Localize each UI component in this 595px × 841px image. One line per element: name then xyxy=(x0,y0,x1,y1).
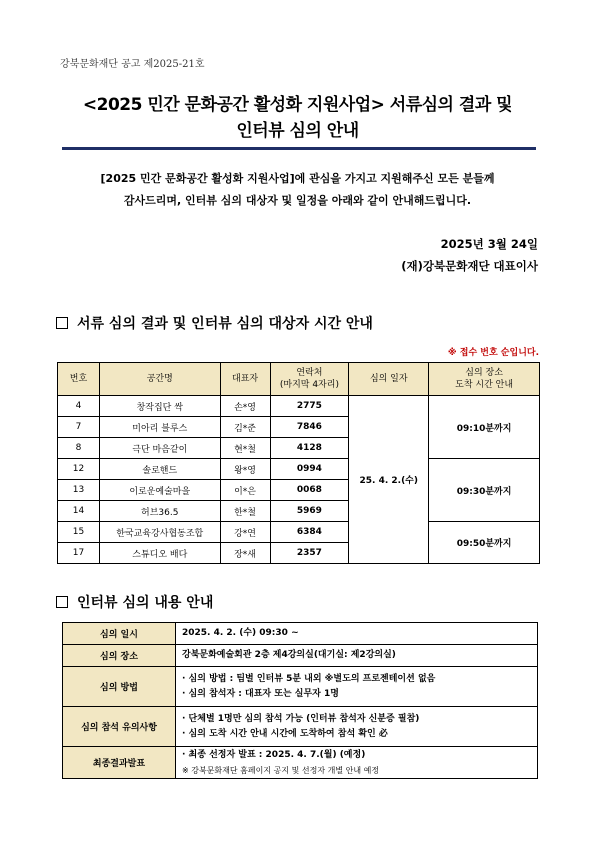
cell-rep: 현*철 xyxy=(220,438,270,459)
document-title xyxy=(50,92,545,144)
cell-rep: 강*연 xyxy=(220,522,270,543)
intro-text xyxy=(50,168,545,212)
section-2-heading xyxy=(56,592,213,612)
cell-space: 한국교육강사협동조합 xyxy=(99,522,220,543)
detail-line: · 심의 참석자 : 대표자 또는 실무자 1명 xyxy=(182,688,339,699)
cell-rep: 왕*영 xyxy=(220,459,270,480)
cell-space: 솔로핸드 xyxy=(99,459,220,480)
title-line-1: <2025 민간 문화공간 활성화 지원사업> 서류심의 결과 및 xyxy=(82,95,513,115)
cell-space: 스튜디오 배다 xyxy=(99,543,220,564)
cell-rep: 김*준 xyxy=(220,417,270,438)
cell-no: 7 xyxy=(58,417,100,438)
cell-no: 13 xyxy=(58,480,100,501)
cell-contact: 5969 xyxy=(270,501,349,522)
table-row xyxy=(63,645,538,667)
detail-line: · 단체별 1명만 심의 참석 가능 (인터뷰 참석자 신분증 필참) xyxy=(182,713,420,724)
notice-date: 2025년 3월 24일 xyxy=(440,237,538,251)
col-header-date: 심의 일자 xyxy=(349,363,429,396)
detail-line: · 심의 도착 시간 안내 시간에 도착하여 참석 확인 必 xyxy=(182,728,388,739)
col-header-contact-line2: (마지막 4자리) xyxy=(279,380,339,390)
detail-label: 심의 일시 xyxy=(63,623,176,645)
cell-arrival-time: 09:10분까지 xyxy=(429,396,540,459)
checkbox-square-icon xyxy=(56,317,68,329)
checkbox-square-icon xyxy=(56,596,68,608)
cell-space: 미아리 블루스 xyxy=(99,417,220,438)
cell-contact: 0068 xyxy=(270,480,349,501)
detail-line: · 최종 선정자 발표 : 2025. 4. 7.(월) (예정) xyxy=(182,749,366,760)
cell-contact: 7846 xyxy=(270,417,349,438)
col-header-place xyxy=(429,363,540,396)
table-header-row xyxy=(58,363,540,396)
col-header-space: 공간명 xyxy=(99,363,220,396)
table-row xyxy=(63,707,538,747)
section-1-heading-text: 서류 심의 결과 및 인터뷰 심의 대상자 시간 안내 xyxy=(77,316,373,332)
cell-no: 12 xyxy=(58,459,100,480)
cell-review-date: 25. 4. 2.(수) xyxy=(349,396,429,564)
cell-rep: 장*새 xyxy=(220,543,270,564)
detail-subnote: ※ 강북문화재단 홈페이지 공지 및 선정자 개별 안내 예정 xyxy=(182,765,380,775)
cell-space: 창작집단 싹 xyxy=(99,396,220,417)
title-line-2: 인터뷰 심의 안내 xyxy=(236,121,359,141)
detail-value xyxy=(176,747,538,779)
col-header-place-line2: 도착 시간 안내 xyxy=(455,380,514,390)
detail-line: · 심의 방법 : 팀별 인터뷰 5분 내외 ※별도의 프로젠테이션 없음 xyxy=(182,673,436,684)
section-2-heading-text: 인터뷰 심의 내용 안내 xyxy=(77,595,214,611)
cell-no: 4 xyxy=(58,396,100,417)
cell-contact: 2357 xyxy=(270,543,349,564)
cell-contact: 2775 xyxy=(270,396,349,417)
cell-contact: 4128 xyxy=(270,438,349,459)
order-note: ※ 접수 번호 순입니다. xyxy=(447,348,539,358)
cell-rep: 이*은 xyxy=(220,480,270,501)
detail-label: 심의 방법 xyxy=(63,667,176,707)
interview-details-table xyxy=(62,622,538,779)
cell-no: 15 xyxy=(58,522,100,543)
table-row xyxy=(58,459,540,480)
cell-rep: 한*철 xyxy=(220,501,270,522)
detail-value xyxy=(176,667,538,707)
notice-number: 강북문화재단 공고 제2025-21호 xyxy=(60,59,205,70)
detail-label: 최종결과발표 xyxy=(63,747,176,779)
interview-schedule-table xyxy=(57,362,540,564)
cell-space: 이로운예술마을 xyxy=(99,480,220,501)
col-header-rep: 대표자 xyxy=(220,363,270,396)
col-header-no: 번호 xyxy=(58,363,100,396)
detail-value: 2025. 4. 2. (수) 09:30 ~ xyxy=(176,623,538,645)
cell-contact: 6384 xyxy=(270,522,349,543)
table-row xyxy=(58,396,540,417)
detail-value: 강북문화예술회관 2층 제4강의실(대기실: 제2강의실) xyxy=(176,645,538,667)
table-row xyxy=(63,747,538,779)
cell-no: 17 xyxy=(58,543,100,564)
cell-space: 허브36.5 xyxy=(99,501,220,522)
table-row xyxy=(58,522,540,543)
issuer: (재)강북문화재단 대표이사 xyxy=(401,259,538,273)
section-1-heading xyxy=(56,313,373,333)
cell-arrival-time: 09:30분까지 xyxy=(429,459,540,522)
detail-value xyxy=(176,707,538,747)
cell-space: 극단 마음같이 xyxy=(99,438,220,459)
detail-label: 심의 장소 xyxy=(63,645,176,667)
table-row xyxy=(63,667,538,707)
cell-contact: 0994 xyxy=(270,459,349,480)
col-header-place-line1: 심의 장소 xyxy=(465,368,503,378)
cell-no: 8 xyxy=(58,438,100,459)
title-divider xyxy=(62,147,536,150)
intro-line-2: 감사드리며, 인터뷰 심의 대상자 및 일정을 아래와 같이 안내해드립니다. xyxy=(123,194,472,207)
cell-no: 14 xyxy=(58,501,100,522)
cell-rep: 손*영 xyxy=(220,396,270,417)
cell-arrival-time: 09:50분까지 xyxy=(429,522,540,564)
col-header-contact xyxy=(270,363,349,396)
intro-line-1: [2025 민간 문화공간 활성화 지원사업]에 관심을 가지고 지원해주신 모든 분들께 xyxy=(100,172,495,185)
col-header-contact-line1: 연락처 xyxy=(296,368,323,378)
table-row xyxy=(63,623,538,645)
detail-label: 심의 참석 유의사항 xyxy=(63,707,176,747)
